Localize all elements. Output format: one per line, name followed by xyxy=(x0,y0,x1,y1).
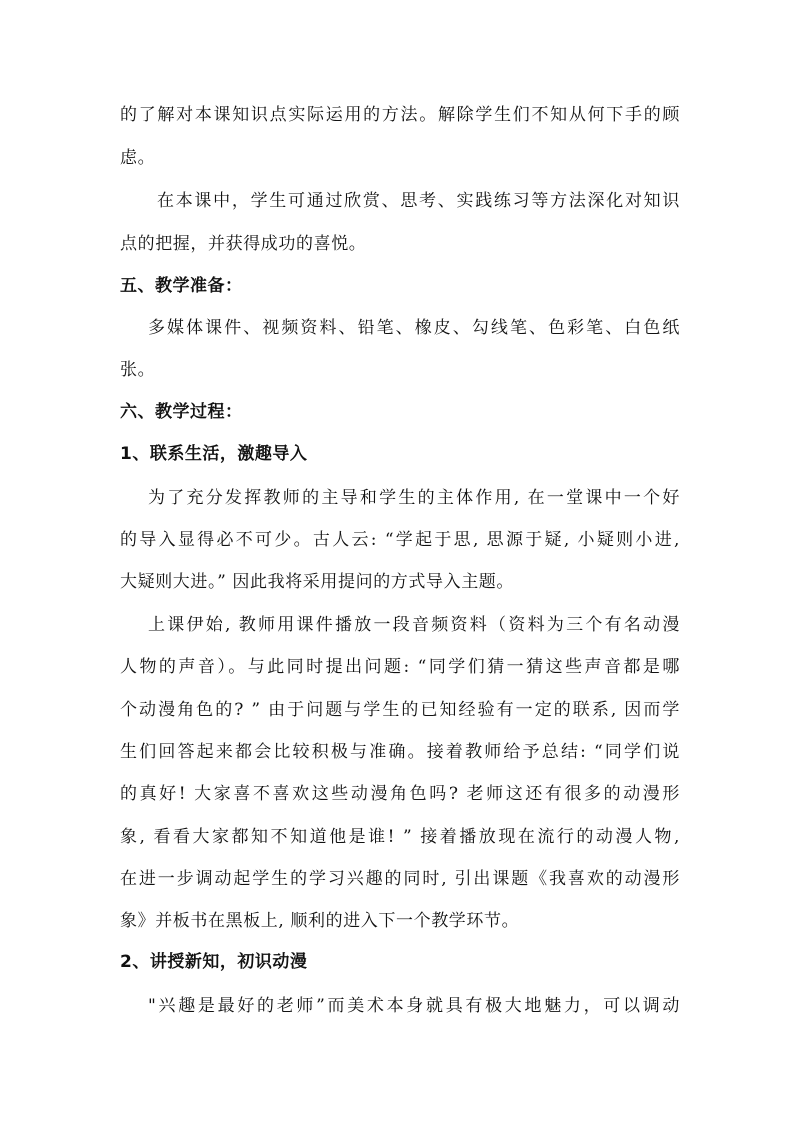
section-heading: 六、教学过程： xyxy=(120,402,243,422)
body-line: 虑。 xyxy=(120,148,156,168)
body-line: 生们回答起来都会比较积极与准确。接着教师给予总结: “同学们说 xyxy=(120,742,680,762)
body-line: 象, 看看大家都知不知道他是谁! ” 接着播放现在流行的动漫人物, xyxy=(120,827,680,847)
body-line: 大疑则大进。” 因此我将采用提问的方式导入主题。 xyxy=(120,572,514,592)
body-line: 的真好! 大家喜不喜欢这些动漫角色吗? 老师这还有很多的动漫形 xyxy=(120,784,680,804)
body-line: 上课伊始, 教师用课件播放一段音频资料（资料为三个有名动漫 xyxy=(148,615,680,635)
body-line: 多媒体课件、视频资料、铅笔、橡皮、勾线笔、色彩笔、白色纸 xyxy=(148,318,680,338)
body-line: 象》并板书在黑板上, 顺利的进入下一个教学环节。 xyxy=(120,911,520,931)
body-line: 张。 xyxy=(120,360,156,380)
body-line: 在本课中，学生可通过欣赏、思考、实践练习等方法深化对知识 xyxy=(157,191,680,211)
section-heading: 五、教学准备： xyxy=(120,276,243,296)
body-line: 在进一步调动起学生的学习兴趣的同时, 引出课题《我喜欢的动漫形 xyxy=(120,869,680,889)
subsection-heading: 2、讲授新知，初识动漫 xyxy=(120,952,308,972)
body-line: 个动漫角色的? ” 由于问题与学生的已知经验有一定的联系, 因而学 xyxy=(120,700,680,720)
body-line: "兴趣是最好的老师”而美术本身就具有极大地魅力，可以调动 xyxy=(148,996,680,1016)
body-line: 人物的声音）。与此同时提出问题: “同学们猜一猜这些声音都是哪 xyxy=(120,657,680,677)
subsection-heading: 1、联系生活，激趣导入 xyxy=(120,444,308,464)
body-line: 的了解对本课知识点实际运用的方法。解除学生们不知从何下手的顾 xyxy=(120,105,680,125)
body-line: 的导入显得必不可少。古人云: “学起于思, 思源于疑, 小疑则小进, xyxy=(120,530,680,550)
body-line: 为了充分发挥教师的主导和学生的主体作用, 在一堂课中一个好 xyxy=(148,488,680,508)
body-line: 点的把握，并获得成功的喜悦。 xyxy=(120,234,367,254)
